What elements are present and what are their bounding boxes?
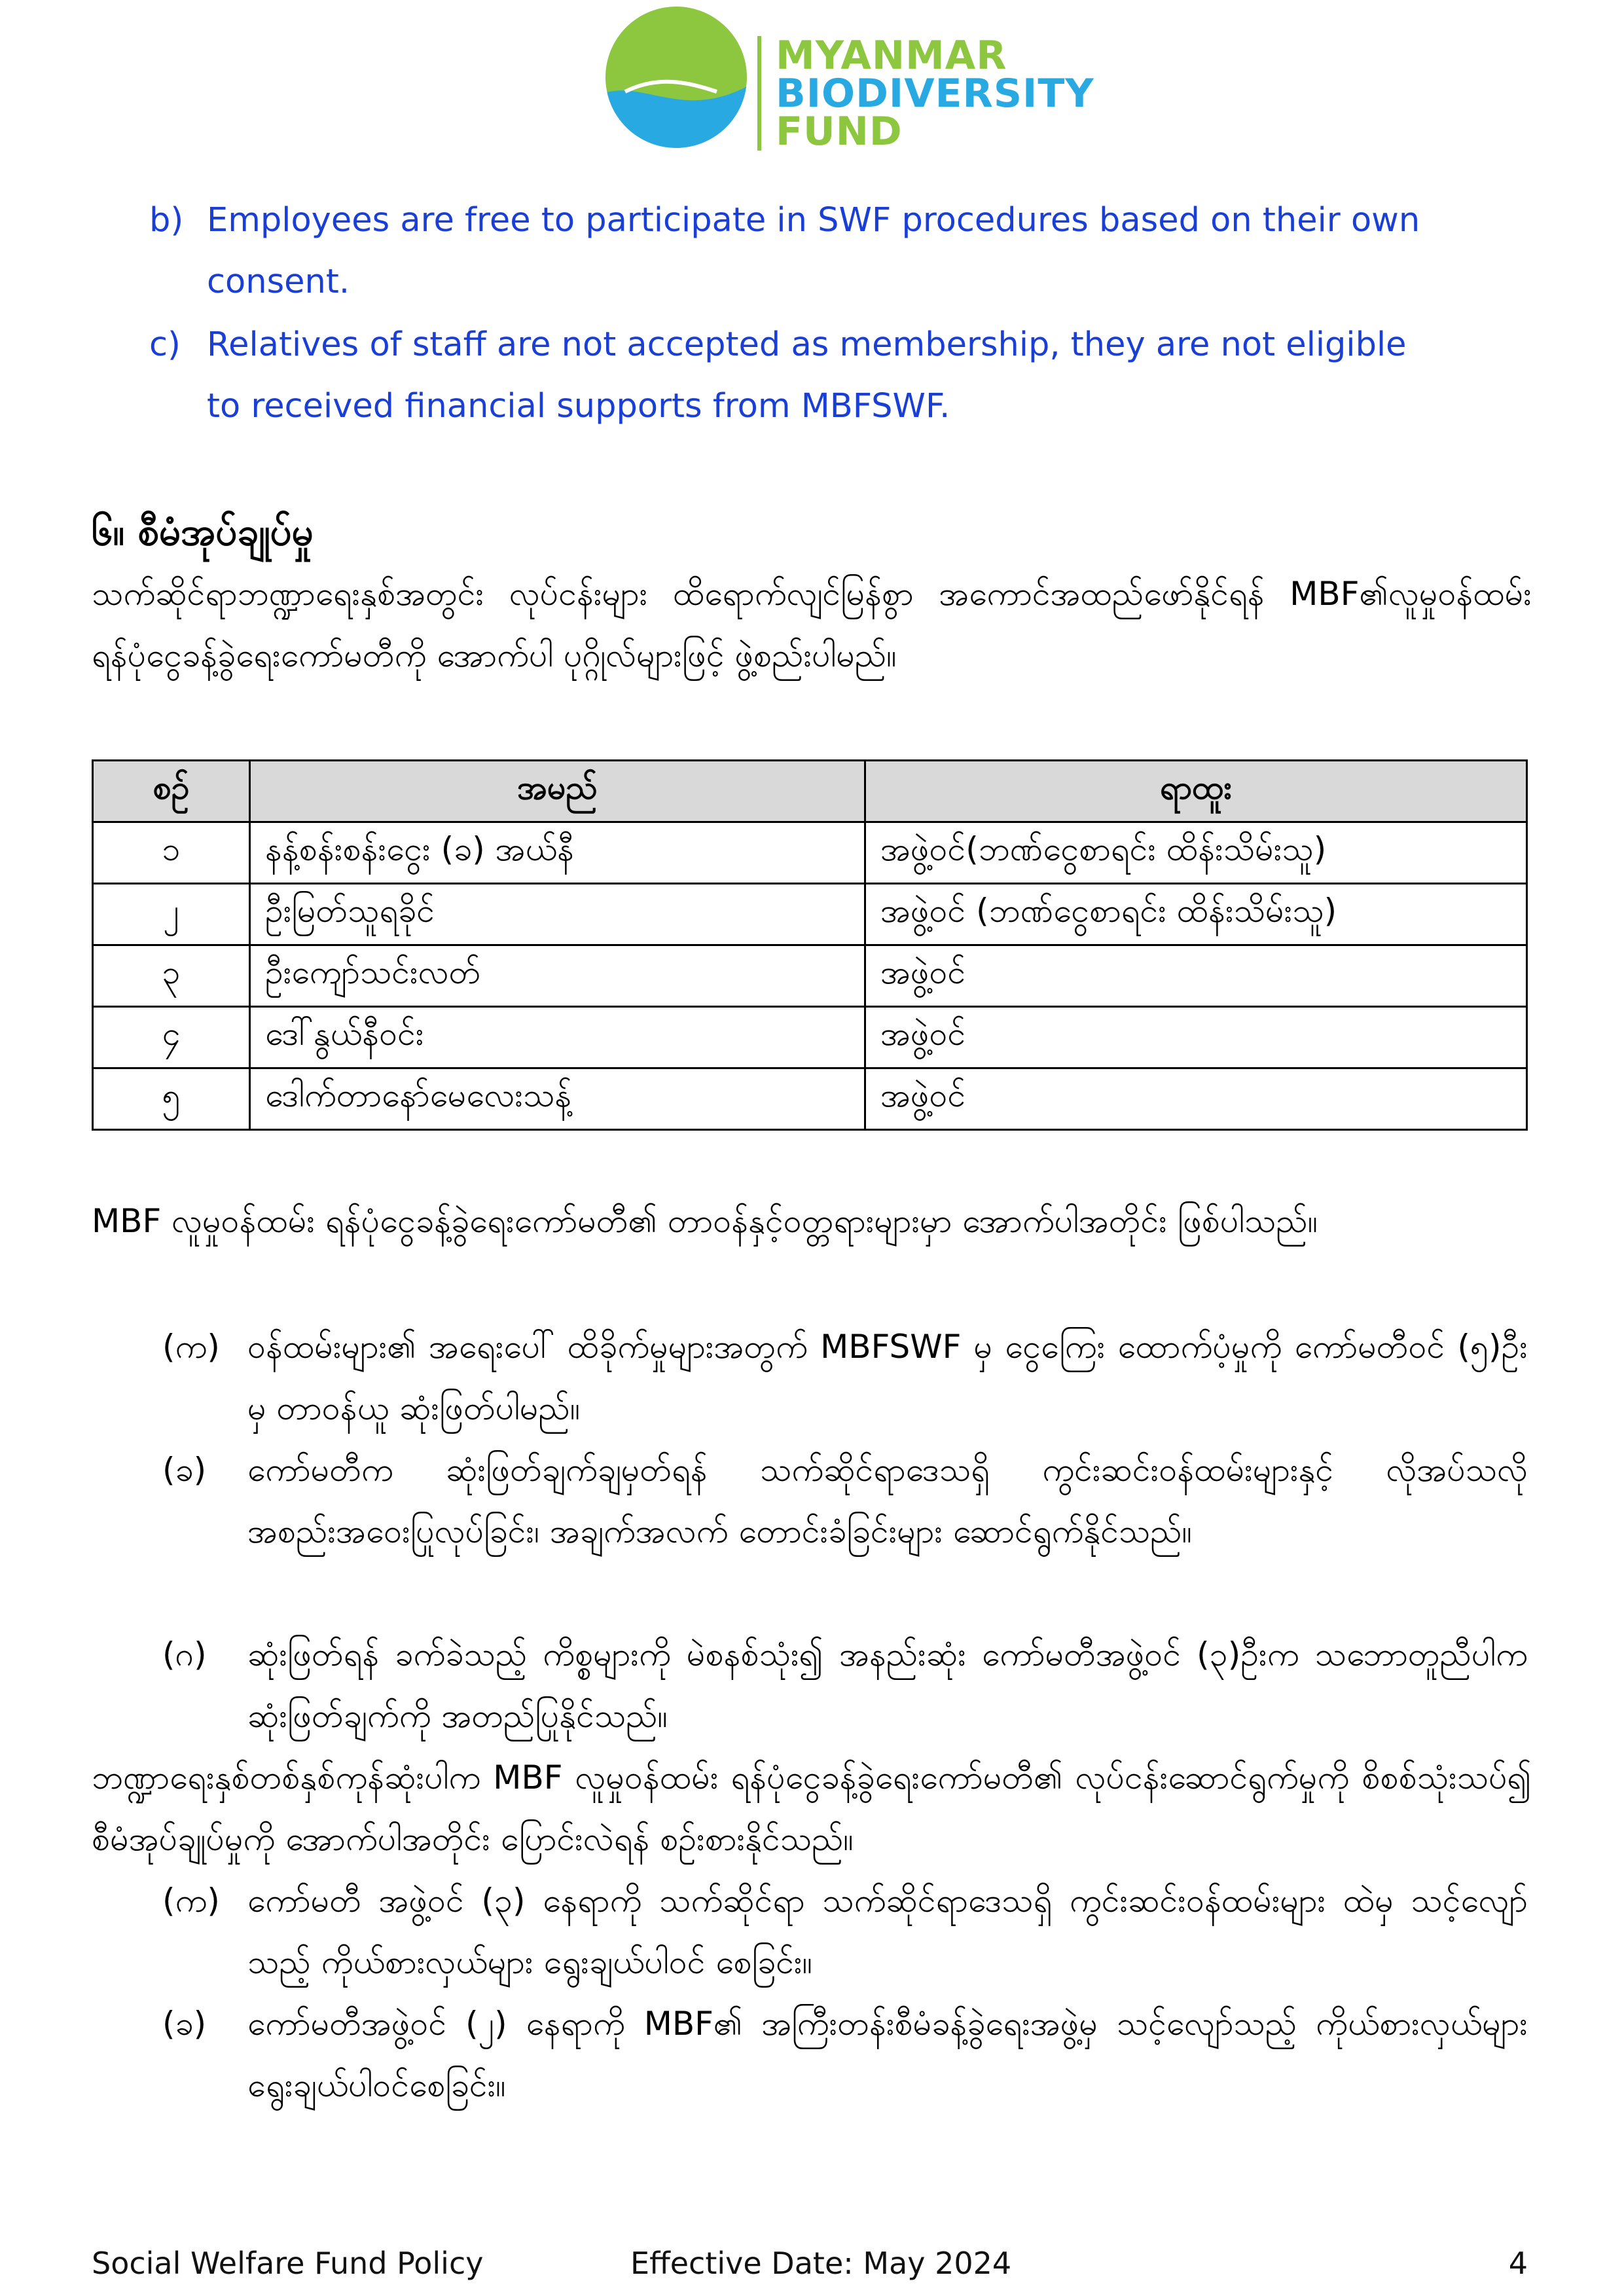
member-name: ဒေါ်နွယ်နီဝင်း — [250, 1007, 865, 1068]
list-marker: c) — [149, 325, 181, 364]
committee-table — [92, 759, 1528, 1131]
column-header-position: ရာထူး — [865, 761, 1527, 822]
row-number: ၁ — [93, 822, 250, 884]
member-name: နန့်စန်းစန်းငွေး (ခ) အယ်နီ — [250, 822, 865, 884]
list-item-c — [149, 314, 1426, 439]
list-item-b — [149, 190, 1426, 314]
logo-text-myanmar: MYANMAR — [776, 33, 1007, 79]
duty-text: ဝန်ထမ်းများ၏ အရေးပေါ် ထိခိုက်မှုများအတွက် MBFSWF မှ ငွေကြေး ထောက်ပံ့မှုကို ကော်မတီဝင် (၅)ဦးမှ တာဝန်ယူ ဆုံးဖြတ်ပါမည်။ — [247, 1328, 1528, 1427]
review-text: ကော်မတီအဖွဲ့ဝင် (၂) နေရာကို MBF၏ အကြီးတန်းစီမံခန့်ခွဲရေးအဖွဲ့မှ သင့်လျော်သည့် ကိုယ်စားလှယ်များ ရွေးချယ်ပါဝင်စေခြင်း။ — [247, 2005, 1528, 2104]
member-position: အဖွဲ့ဝင် — [865, 1068, 1527, 1130]
duties-intro: MBF လူမှုဝန်ထမ်း ရန်ပုံငွေခန့်ခွဲရေးကော်မတီ၏ တာဝန်နှင့်ဝတ္တရားများမှာ အောက်ပါအတိုင်း ဖြစ်ပါသည်။ — [92, 1202, 1318, 1240]
table-row — [93, 945, 1527, 1007]
footer-doc-title: Social Welfare Fund Policy — [92, 2246, 484, 2281]
list-marker: b) — [149, 201, 184, 240]
member-name: ဦးမြတ်သူရခိုင် — [250, 884, 865, 945]
section-heading: ၆။ စီမံအုပ်ချုပ်မှု — [92, 509, 314, 554]
logo-text-fund: FUND — [776, 109, 903, 155]
logo-divider — [757, 36, 761, 151]
column-header-no: စဥ် — [93, 761, 250, 822]
row-number: ၂ — [93, 884, 250, 945]
duty-marker: (ခ) — [162, 1451, 207, 1489]
column-header-name: အမည် — [250, 761, 865, 822]
table-row — [93, 884, 1527, 945]
member-position: အဖွဲ့ဝင် — [865, 1007, 1527, 1068]
page-footer — [92, 2246, 1528, 2285]
row-number: ၃ — [93, 945, 250, 1007]
table-row — [93, 822, 1527, 884]
row-number: ၄ — [93, 1007, 250, 1068]
member-position: အဖွဲ့ဝင်(ဘဏ်ငွေစာရင်း ထိန်းသိမ်းသူ) — [865, 822, 1527, 884]
logo-text-biodiversity: BIODIVERSITY — [776, 71, 1094, 117]
member-position: အဖွဲ့ဝင် — [865, 945, 1527, 1007]
footer-page-number: 4 — [1508, 2246, 1528, 2281]
table-header-row — [93, 761, 1527, 822]
review-marker: (ခ) — [162, 2005, 207, 2043]
logo-emblem-icon — [527, 0, 749, 156]
review-marker: (က) — [162, 1882, 220, 1920]
section-intro: သက်ဆိုင်ရာဘဏ္ဍာရေးနှစ်အတွင်း လုပ်ငန်းများ ထိရောက်လျင်မြန်စွာ အကောင်အထည်ဖော်နိုင်ရန် MBF၏လူမှုဝန်ထမ်း ရန်ပုံငွေခန့်ခွဲရေးကော်မတီကို အောက်ပါ ပုဂ္ဂိုလ်များဖြင့် ဖွဲ့စည်းပါမည်။ — [92, 575, 1532, 674]
member-position: အဖွဲ့ဝင် (ဘဏ်ငွေစာရင်း ထိန်းသိမ်းသူ) — [865, 884, 1527, 945]
duty-text: ဆုံးဖြတ်ရန် ခက်ခဲသည့် ကိစ္စများကို မဲစနစ်သုံး၍ အနည်းဆုံး ကော်မတီအဖွဲ့ဝင် (၃)ဦးက သဘောတူညီပါက ဆုံးဖြတ်ချက်ကို အတည်ပြုနိုင်သည်။ — [247, 1635, 1528, 1735]
table-row — [93, 1007, 1527, 1068]
list-text: Employees are free to participate in SWF procedures based on their own consent. — [207, 201, 1420, 301]
footer-effective-date: Effective Date: May 2024 — [630, 2246, 1012, 2281]
duty-marker: (က) — [162, 1328, 220, 1366]
list-text: Relatives of staff are not accepted as membership, they are not eligible to received financial supports from MBFSWF. — [207, 325, 1407, 426]
member-name: ဦးကျော်သင်းလတ် — [250, 945, 865, 1007]
review-intro: ဘဏ္ဍာရေးနှစ်တစ်နှစ်ကုန်ဆုံးပါက MBF လူမှုဝန်ထမ်း ရန်ပုံငွေခန့်ခွဲရေးကော်မတီ၏ လုပ်ငန်းဆောင်ရွက်မှုကို စိစစ်သုံးသပ်၍ စီမံအုပ်ချုပ်မှုကို အောက်ပါအတိုင်း ပြောင်းလဲရန် စဉ်းစားနိုင်သည်။ — [92, 1758, 1532, 1858]
member-name: ဒေါက်တာနော်မေလေးသန့် — [250, 1068, 865, 1130]
duty-text: ကော်မတီက ဆုံးဖြတ်ချက်ချမှတ်ရန် သက်ဆိုင်ရာဒေသရှိ ကွင်းဆင်းဝန်ထမ်းများနှင့် လိုအပ်သလို အစည်းအဝေးပြုလုပ်ခြင်း၊ အချက်အလက် တောင်းခံခြင်းများ ဆောင်ရွက်နိုင်သည်။ — [247, 1451, 1528, 1550]
row-number: ၅ — [93, 1068, 250, 1130]
review-text: ကော်မတီ အဖွဲ့ဝင် (၃) နေရာကို သက်ဆိုင်ရာ သက်ဆိုင်ရာဒေသရှိ ကွင်းဆင်းဝန်ထမ်းများ ထဲမှ သင့်လျော်သည့် ကိုယ်စားလှယ်များ ရွေးချယ်ပါဝင် စေခြင်း။ — [247, 1882, 1528, 1981]
table-row — [93, 1068, 1527, 1130]
duty-marker: (ဂ) — [162, 1635, 207, 1673]
